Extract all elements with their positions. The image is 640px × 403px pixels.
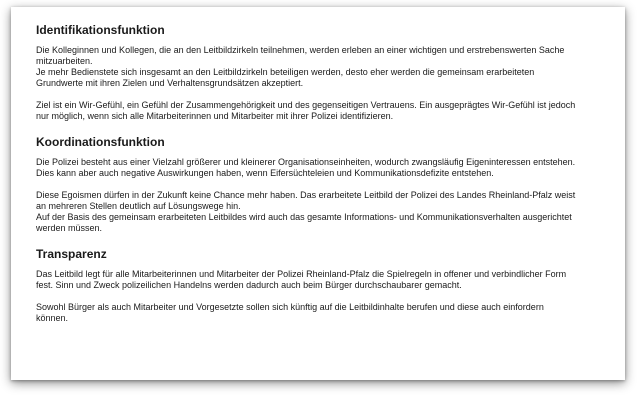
section-heading: Identifikationsfunktion [36, 23, 165, 37]
text-line: Ziel ist ein Wir-Gefühl, ein Gefühl der Zusammengehörigkeit und des gegenseitigen Vertrauens. Ein ausgeprägtes Wir-Gefühl ist jedoch [36, 100, 576, 110]
text-line: Das Leitbild legt für alle Mitarbeiterinnen und Mitarbeiter der Polizei Rheinland-Pfalz die Spielregeln in offener und verbindlicher Form [36, 269, 567, 279]
text-line: können. [36, 313, 69, 323]
text-line: Grundwerte mit ihren Zielen und Verhaltensgrundsätzen akzeptiert. [36, 78, 304, 88]
text-line: fest. Sinn und Zweck polizeilichen Handelns werden dadurch auch beim Bürger durchschaubarer gemacht. [36, 280, 462, 290]
paragraph [36, 100, 616, 122]
paragraph [36, 157, 616, 179]
text-line: werden müssen. [36, 223, 103, 233]
section-heading: Transparenz [36, 247, 107, 261]
text-line: Die Polizei besteht aus einer Vielzahl größerer und kleinerer Organisationseinheiten, wodurch zwangsläufig Eigeninteressen entstehen. [36, 157, 576, 167]
text-line: an mehreren Stellen deutlich auf Lösungswege hin. [36, 201, 241, 211]
paragraph [36, 269, 616, 291]
text-line: Diese Egoismen dürfen in der Zukunft keine Chance mehr haben. Das erarbeitete Leitbild der Polizei des Landes Rheinland-Pfalz weist [36, 190, 576, 200]
section-koordinationsfunktion [36, 134, 616, 234]
text-line: Sowohl Bürger als auch Mitarbeiter und Vorgesetzte sollen sich künftig auf die Leitbildinhalte berufen und diese auch einfordern [36, 302, 544, 312]
paragraph [36, 190, 616, 234]
text-line: nur möglich, wenn sich alle Mitarbeiterinnen und Mitarbeiter mit ihrer Polizei identifizieren. [36, 111, 394, 121]
text-line: Auf der Basis des gemeinsam erarbeiteten Leitbildes wird auch das gesamte Informations- und Kommunikationsverhalten ausgerichtet [36, 212, 572, 222]
text-line: Dies kann aber auch negative Auswirkungen haben, wenn Eifersüchteleien und Kommunikationsdefizite entstehen. [36, 168, 494, 178]
document-content [36, 22, 616, 324]
paragraph [36, 302, 616, 324]
text-line: mitzuarbeiten. [36, 56, 93, 66]
section-identifikationsfunktion [36, 22, 616, 122]
section-transparenz [36, 246, 616, 324]
text-line: Die Kolleginnen und Kollegen, die an den Leitbildzirkeln teilnehmen, werden erleben an einer wichtigen und erstrebenswerten Sache [36, 45, 565, 55]
text-line: Je mehr Bedienstete sich insgesamt an den Leitbildzirkeln beteiligen werden, desto eher werden die gemeinsam erarbeiteten [36, 67, 535, 77]
section-heading: Koordinationsfunktion [36, 135, 165, 149]
paragraph [36, 45, 616, 89]
